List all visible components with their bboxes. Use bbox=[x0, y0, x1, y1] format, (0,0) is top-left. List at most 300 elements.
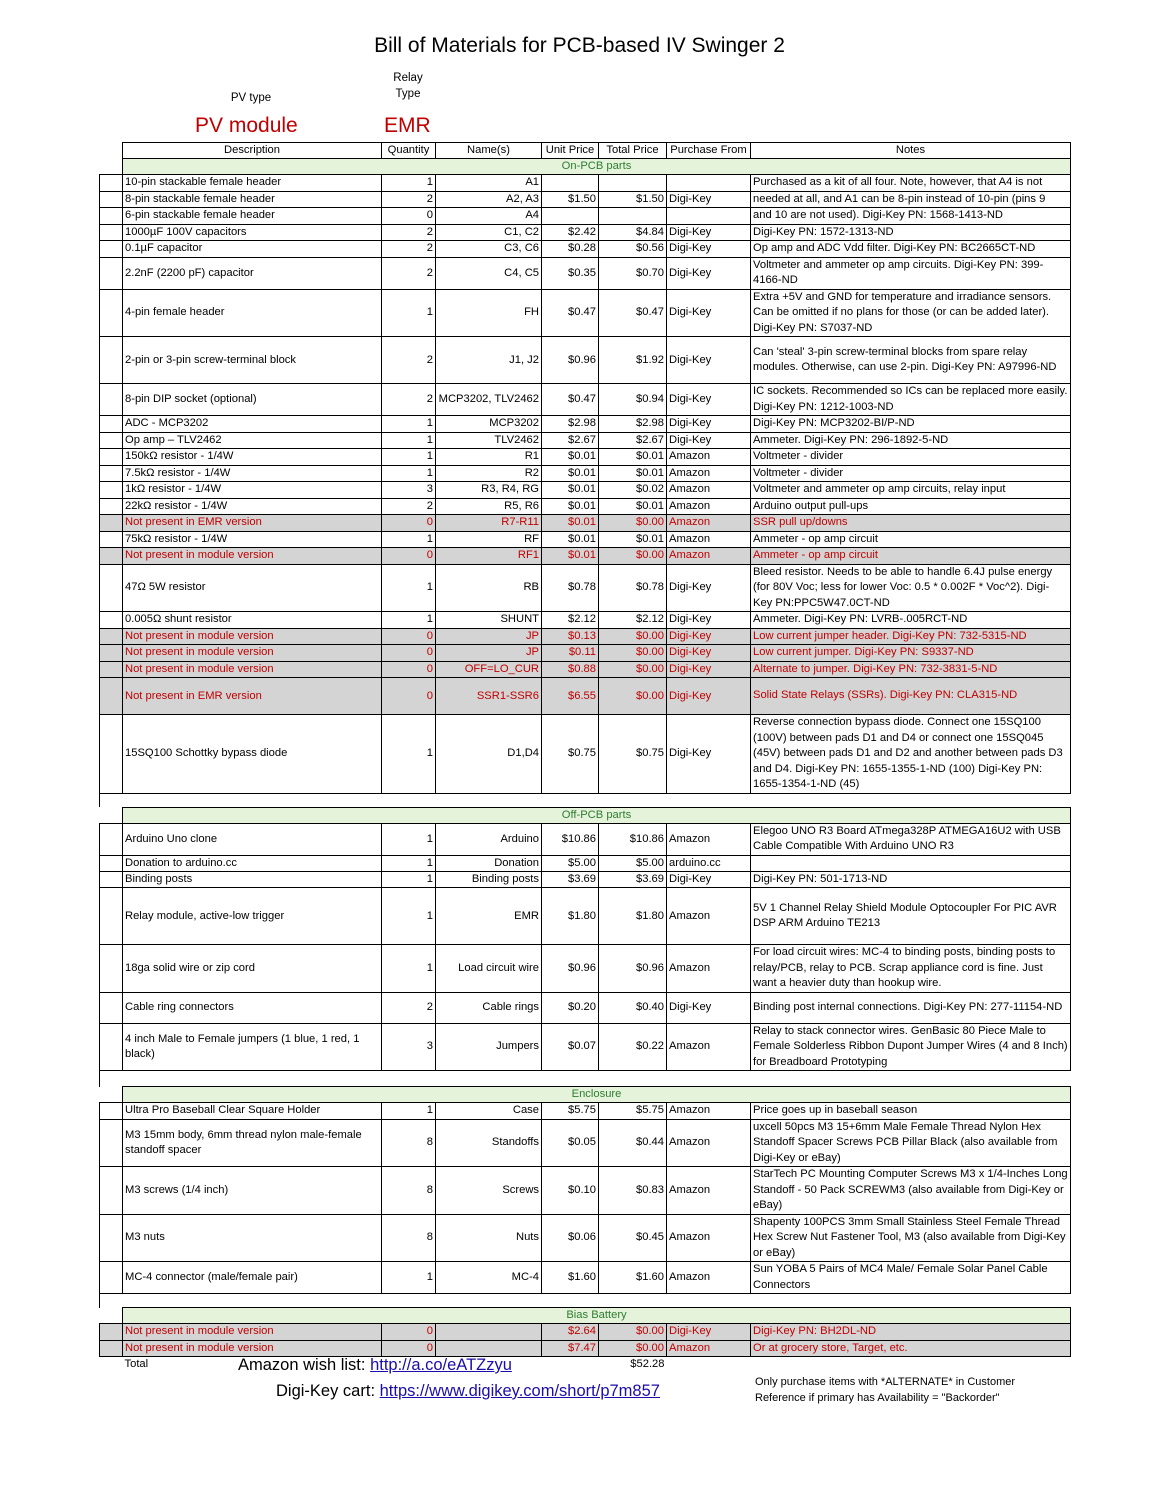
row-gutter bbox=[100, 564, 123, 612]
spacer-row bbox=[100, 793, 1071, 807]
spacer-cell bbox=[751, 1294, 1071, 1308]
cell-total-price: $0.00 bbox=[599, 1324, 667, 1341]
cell-description: Relay module, active-low trigger bbox=[123, 888, 382, 945]
bom-table bbox=[99, 142, 1071, 1373]
cell-quantity: 0 bbox=[382, 645, 436, 662]
table-row[interactable] bbox=[100, 337, 1071, 384]
empty-cell bbox=[751, 1357, 1071, 1373]
cell-description: 2-pin or 3-pin screw-terminal block bbox=[123, 337, 382, 384]
table-row[interactable] bbox=[100, 661, 1071, 678]
cell-purchase-from: Digi-Key bbox=[667, 715, 751, 794]
table-row[interactable] bbox=[100, 1103, 1071, 1120]
total-label: Total bbox=[124, 1358, 149, 1371]
cell-purchase-from: Amazon bbox=[667, 531, 751, 548]
cell-names: R7-R11 bbox=[436, 515, 542, 532]
spacer-cell bbox=[100, 1294, 123, 1308]
cell-description: Not present in module version bbox=[123, 645, 382, 662]
cell-unit-price: $0.47 bbox=[542, 384, 599, 416]
cell-description: 47Ω 5W resistor bbox=[123, 564, 382, 612]
cell-quantity: 2 bbox=[382, 257, 436, 289]
spacer-cell bbox=[542, 793, 599, 807]
table-row[interactable] bbox=[100, 531, 1071, 548]
table-row[interactable] bbox=[100, 678, 1071, 715]
digikey-link[interactable]: https://www.digikey.com/short/p7m857 bbox=[379, 1382, 660, 1400]
cell-purchase-from: Amazon bbox=[667, 1262, 751, 1294]
table-row[interactable] bbox=[100, 612, 1071, 629]
cell-names: MC-4 bbox=[436, 1262, 542, 1294]
section-title: Enclosure bbox=[123, 1087, 1071, 1103]
cell-notes: Digi-Key PN: MCP3202-BI/P-ND bbox=[751, 416, 1071, 433]
cell-description: Not present in module version bbox=[123, 548, 382, 565]
cell-quantity: 1 bbox=[382, 531, 436, 548]
cell-notes: Voltmeter - divider bbox=[751, 465, 1071, 482]
cell-names: RF bbox=[436, 531, 542, 548]
cell-purchase-from: Digi-Key bbox=[667, 661, 751, 678]
cell-total-price: $1.92 bbox=[599, 337, 667, 384]
cell-quantity: 1 bbox=[382, 289, 436, 337]
table-row[interactable] bbox=[100, 1214, 1071, 1262]
cell-description: 1kΩ resistor - 1/4W bbox=[123, 482, 382, 499]
cell-purchase-from: Digi-Key bbox=[667, 241, 751, 258]
cell-names: D1,D4 bbox=[436, 715, 542, 794]
table-row[interactable] bbox=[100, 416, 1071, 433]
table-row[interactable] bbox=[100, 548, 1071, 565]
section-row-bias bbox=[100, 1308, 1071, 1324]
cell-total-price: $0.45 bbox=[599, 1214, 667, 1262]
cell-quantity: 1 bbox=[382, 888, 436, 945]
row-gutter bbox=[100, 645, 123, 662]
cell-unit-price: $3.69 bbox=[542, 871, 599, 888]
cell-notes: Digi-Key PN: BH2DL-ND bbox=[751, 1324, 1071, 1341]
row-gutter bbox=[100, 208, 123, 225]
row-gutter bbox=[100, 159, 123, 175]
cell-quantity: 8 bbox=[382, 1119, 436, 1167]
cell-unit-price: $5.00 bbox=[542, 855, 599, 871]
cell-description: M3 15mm body, 6mm thread nylon male-female standoff spacer bbox=[123, 1119, 382, 1167]
cell-notes: SSR pull up/downs bbox=[751, 515, 1071, 532]
cell-unit-price: $2.67 bbox=[542, 432, 599, 449]
cell-names: JP bbox=[436, 645, 542, 662]
spacer-cell bbox=[382, 1071, 436, 1087]
relay-type-value[interactable]: EMR bbox=[384, 114, 431, 137]
col-names: Name(s) bbox=[436, 143, 542, 159]
cell-names: Nuts bbox=[436, 1214, 542, 1262]
cell-total-price: $3.69 bbox=[599, 871, 667, 888]
cell-total-price: $0.75 bbox=[599, 715, 667, 794]
cell-names: Screws bbox=[436, 1167, 542, 1215]
table-row[interactable] bbox=[100, 992, 1071, 1023]
cell-description: 18ga solid wire or zip cord bbox=[123, 945, 382, 993]
cell-quantity: 2 bbox=[382, 191, 436, 208]
row-gutter bbox=[100, 612, 123, 629]
total-value: $52.28 bbox=[630, 1358, 665, 1371]
cell-description: 6-pin stackable female header bbox=[123, 208, 382, 225]
spacer-cell bbox=[542, 1071, 599, 1087]
cell-description: 4-pin female header bbox=[123, 289, 382, 337]
section-row-on-pcb bbox=[100, 159, 1071, 175]
cell-quantity: 2 bbox=[382, 992, 436, 1023]
cell-quantity: 1 bbox=[382, 612, 436, 629]
section-title: On-PCB parts bbox=[123, 159, 1071, 175]
row-gutter bbox=[100, 1214, 123, 1262]
cell-total-price: $0.00 bbox=[599, 1340, 667, 1357]
cell-total-price: $0.01 bbox=[599, 449, 667, 466]
cell-description: 1000µF 100V capacitors bbox=[123, 224, 382, 241]
cell-total-price: $0.78 bbox=[599, 564, 667, 612]
spacer-cell bbox=[667, 1294, 751, 1308]
digikey-cart bbox=[276, 1382, 660, 1401]
table-row[interactable] bbox=[100, 628, 1071, 645]
spacer-cell bbox=[123, 1294, 382, 1308]
cell-purchase-from: Amazon bbox=[667, 1103, 751, 1120]
table-row[interactable] bbox=[100, 945, 1071, 993]
table-row[interactable] bbox=[100, 1262, 1071, 1294]
row-gutter bbox=[100, 945, 123, 993]
cell-names: TLV2462 bbox=[436, 432, 542, 449]
header-row bbox=[100, 143, 1071, 159]
cell-notes: Solid State Relays (SSRs). Digi-Key PN: CLA315-ND bbox=[751, 678, 1071, 715]
row-gutter bbox=[100, 628, 123, 645]
cell-unit-price: $0.01 bbox=[542, 465, 599, 482]
cell-notes bbox=[751, 855, 1071, 871]
cell-names: RF1 bbox=[436, 548, 542, 565]
row-gutter bbox=[100, 175, 123, 192]
table-row[interactable] bbox=[100, 498, 1071, 515]
cell-description: 0.005Ω shunt resistor bbox=[123, 612, 382, 629]
row-gutter bbox=[100, 1103, 123, 1120]
cell-purchase-from: Digi-Key bbox=[667, 224, 751, 241]
cell-description: Binding posts bbox=[123, 871, 382, 888]
cell-description: Ultra Pro Baseball Clear Square Holder bbox=[123, 1103, 382, 1120]
cell-notes: Digi-Key PN: 1572-1313-ND bbox=[751, 224, 1071, 241]
table-row[interactable] bbox=[100, 1340, 1071, 1357]
cell-notes: Bleed resistor. Needs to be able to handle 6.4J pulse energy (for 80V Voc; less for lower Voc: 0.5 * 0.002F * Voc^2). Digi-Key PN:PPC5W47.0CT-ND bbox=[751, 564, 1071, 612]
cell-unit-price: $0.47 bbox=[542, 289, 599, 337]
cell-description: Arduino Uno clone bbox=[123, 823, 382, 855]
cell-purchase-from: Digi-Key bbox=[667, 678, 751, 715]
cell-description: 8-pin stackable female header bbox=[123, 191, 382, 208]
cell-quantity: 2 bbox=[382, 224, 436, 241]
cell-quantity: 2 bbox=[382, 337, 436, 384]
amazon-link[interactable]: http://a.co/eATZzyu bbox=[370, 1356, 512, 1374]
cell-total-price bbox=[599, 175, 667, 192]
table-row[interactable] bbox=[100, 515, 1071, 532]
cell-names: C1, C2 bbox=[436, 224, 542, 241]
table-row[interactable] bbox=[100, 241, 1071, 258]
cell-quantity: 1 bbox=[382, 564, 436, 612]
col-purchase-from: Purchase From bbox=[667, 143, 751, 159]
cell-unit-price: $0.01 bbox=[542, 531, 599, 548]
cell-quantity: 1 bbox=[382, 855, 436, 871]
amazon-wish-list bbox=[238, 1356, 512, 1375]
table-row[interactable] bbox=[100, 449, 1071, 466]
cell-unit-price: $2.42 bbox=[542, 224, 599, 241]
cell-purchase-from bbox=[667, 208, 751, 225]
cell-names: Case bbox=[436, 1103, 542, 1120]
spacer-cell bbox=[436, 1294, 542, 1308]
cell-total-price: $10.86 bbox=[599, 823, 667, 855]
cell-description: 8-pin DIP socket (optional) bbox=[123, 384, 382, 416]
cell-total-price: $0.40 bbox=[599, 992, 667, 1023]
cell-names: R5, R6 bbox=[436, 498, 542, 515]
table-row[interactable] bbox=[100, 482, 1071, 499]
col-unit-price: Unit Price bbox=[542, 143, 599, 159]
row-gutter bbox=[100, 224, 123, 241]
cell-total-price: $0.00 bbox=[599, 548, 667, 565]
cell-names: R1 bbox=[436, 449, 542, 466]
spacer-cell bbox=[599, 1294, 667, 1308]
cell-names: Jumpers bbox=[436, 1023, 542, 1071]
cell-quantity: 1 bbox=[382, 1103, 436, 1120]
cell-quantity: 1 bbox=[382, 175, 436, 192]
cell-total-price: $0.02 bbox=[599, 482, 667, 499]
table-row[interactable] bbox=[100, 823, 1071, 855]
cell-unit-price: $0.11 bbox=[542, 645, 599, 662]
cell-names bbox=[436, 1324, 542, 1341]
row-gutter bbox=[100, 465, 123, 482]
row-gutter bbox=[100, 548, 123, 565]
spacer-cell bbox=[382, 793, 436, 807]
cell-quantity: 8 bbox=[382, 1167, 436, 1215]
table-row[interactable] bbox=[100, 224, 1071, 241]
pv-type-label: PV type bbox=[230, 92, 272, 104]
cell-unit-price: $0.01 bbox=[542, 498, 599, 515]
cell-total-price: $4.84 bbox=[599, 224, 667, 241]
cell-quantity: 8 bbox=[382, 1214, 436, 1262]
relay-type-label-1: Relay bbox=[393, 72, 423, 84]
cell-notes: Shapenty 100PCS 3mm Small Stainless Steel Female Thread Hex Screw Nut Fastener Tool, M3 (also available from Digi-Key or eBay) bbox=[751, 1214, 1071, 1262]
row-gutter bbox=[100, 715, 123, 794]
spacer-cell bbox=[667, 793, 751, 807]
cell-description: Not present in module version bbox=[123, 1324, 382, 1341]
cell-notes: For load circuit wires: MC-4 to binding posts, binding posts to relay/PCB, relay to PCB. Scrap appliance cord is fine. Just want a heavier duty than hookup wire. bbox=[751, 945, 1071, 993]
cell-purchase-from: Digi-Key bbox=[667, 191, 751, 208]
table-row[interactable] bbox=[100, 432, 1071, 449]
cell-notes: Price goes up in baseball season bbox=[751, 1103, 1071, 1120]
cell-unit-price: $0.96 bbox=[542, 337, 599, 384]
table-row[interactable] bbox=[100, 645, 1071, 662]
table-row[interactable] bbox=[100, 208, 1071, 225]
table-row[interactable] bbox=[100, 175, 1071, 192]
page-title: Bill of Materials for PCB-based IV Swinger 2 bbox=[374, 34, 785, 57]
empty-cell bbox=[667, 1357, 751, 1373]
table-row[interactable] bbox=[100, 1324, 1071, 1341]
cell-names: OFF=LO_CUR bbox=[436, 661, 542, 678]
cell-unit-price: $5.75 bbox=[542, 1103, 599, 1120]
cell-names: Cable rings bbox=[436, 992, 542, 1023]
cell-notes: Extra +5V and GND for temperature and irradiance sensors. Can be omitted if no plans for those (or can be added later). Digi-Key PN: S7037-ND bbox=[751, 289, 1071, 337]
cell-names: SSR1-SSR6 bbox=[436, 678, 542, 715]
col-description: Description bbox=[123, 143, 382, 159]
cell-names: R2 bbox=[436, 465, 542, 482]
row-gutter bbox=[100, 416, 123, 433]
cell-names: Standoffs bbox=[436, 1119, 542, 1167]
row-gutter bbox=[100, 1308, 123, 1324]
cell-total-price: $0.01 bbox=[599, 465, 667, 482]
cell-names: A1 bbox=[436, 175, 542, 192]
cell-unit-price bbox=[542, 208, 599, 225]
spacer-row bbox=[100, 1294, 1071, 1308]
table-row[interactable] bbox=[100, 1119, 1071, 1167]
cell-quantity: 0 bbox=[382, 678, 436, 715]
row-gutter bbox=[100, 823, 123, 855]
section-row-off-pcb bbox=[100, 807, 1071, 823]
cell-unit-price: $0.13 bbox=[542, 628, 599, 645]
table-row[interactable] bbox=[100, 715, 1071, 794]
row-gutter bbox=[100, 191, 123, 208]
cell-total-price: $0.22 bbox=[599, 1023, 667, 1071]
cell-quantity: 2 bbox=[382, 498, 436, 515]
cell-notes: Sun YOBA 5 Pairs of MC4 Male/ Female Solar Panel Cable Connectors bbox=[751, 1262, 1071, 1294]
cell-notes: Voltmeter and ammeter op amp circuits, relay input bbox=[751, 482, 1071, 499]
cell-unit-price: $6.55 bbox=[542, 678, 599, 715]
cell-unit-price: $2.98 bbox=[542, 416, 599, 433]
cell-quantity: 0 bbox=[382, 548, 436, 565]
row-gutter bbox=[100, 871, 123, 888]
pv-type-value[interactable]: PV module bbox=[195, 114, 298, 137]
cell-quantity: 1 bbox=[382, 449, 436, 466]
cell-purchase-from: Amazon bbox=[667, 1340, 751, 1357]
cell-quantity: 0 bbox=[382, 515, 436, 532]
spacer-cell bbox=[436, 1071, 542, 1087]
cell-names: R3, R4, RG bbox=[436, 482, 542, 499]
cell-purchase-from: Amazon bbox=[667, 1214, 751, 1262]
table-row[interactable] bbox=[100, 888, 1071, 945]
table-row[interactable] bbox=[100, 191, 1071, 208]
cell-unit-price: $10.86 bbox=[542, 823, 599, 855]
cell-purchase-from: Digi-Key bbox=[667, 289, 751, 337]
cell-unit-price: $0.78 bbox=[542, 564, 599, 612]
table-row[interactable] bbox=[100, 1023, 1071, 1071]
digikey-label: Digi-Key cart: bbox=[276, 1382, 376, 1400]
row-gutter bbox=[100, 661, 123, 678]
table-row[interactable] bbox=[100, 1167, 1071, 1215]
cell-notes: Low current jumper. Digi-Key PN: S9337-ND bbox=[751, 645, 1071, 662]
table-row[interactable] bbox=[100, 871, 1071, 888]
cell-unit-price: $1.60 bbox=[542, 1262, 599, 1294]
spacer-cell bbox=[751, 1071, 1071, 1087]
table-row[interactable] bbox=[100, 855, 1071, 871]
cell-quantity: 1 bbox=[382, 715, 436, 794]
cell-unit-price: $0.10 bbox=[542, 1167, 599, 1215]
cell-description: Donation to arduino.cc bbox=[123, 855, 382, 871]
cell-unit-price: $0.01 bbox=[542, 548, 599, 565]
row-gutter bbox=[100, 531, 123, 548]
cell-total-price: $0.00 bbox=[599, 678, 667, 715]
cell-purchase-from: Digi-Key bbox=[667, 645, 751, 662]
cell-total-price: $0.83 bbox=[599, 1167, 667, 1215]
cell-total-price: $0.00 bbox=[599, 515, 667, 532]
table-row[interactable] bbox=[100, 465, 1071, 482]
relay-type-label-2: Type bbox=[395, 88, 421, 100]
cell-purchase-from: Digi-Key bbox=[667, 337, 751, 384]
cell-total-price: $0.00 bbox=[599, 645, 667, 662]
cell-purchase-from: Amazon bbox=[667, 1119, 751, 1167]
cell-notes: Ammeter. Digi-Key PN: LVRB-.005RCT-ND bbox=[751, 612, 1071, 629]
row-gutter bbox=[100, 1023, 123, 1071]
cell-unit-price: $1.50 bbox=[542, 191, 599, 208]
cell-unit-price: $0.96 bbox=[542, 945, 599, 993]
cell-purchase-from: Digi-Key bbox=[667, 384, 751, 416]
row-gutter bbox=[100, 1357, 123, 1373]
cell-total-price: $2.98 bbox=[599, 416, 667, 433]
cell-quantity: 1 bbox=[382, 823, 436, 855]
cell-unit-price: $2.64 bbox=[542, 1324, 599, 1341]
cell-description: 2.2nF (2200 pF) capacitor bbox=[123, 257, 382, 289]
cell-names: C4, C5 bbox=[436, 257, 542, 289]
row-gutter bbox=[100, 449, 123, 466]
cell-quantity: 1 bbox=[382, 871, 436, 888]
row-gutter bbox=[100, 992, 123, 1023]
cell-total-price: $5.75 bbox=[599, 1103, 667, 1120]
row-gutter bbox=[100, 855, 123, 871]
cell-notes: Voltmeter - divider bbox=[751, 449, 1071, 466]
cell-quantity: 2 bbox=[382, 241, 436, 258]
cell-names: C3, C6 bbox=[436, 241, 542, 258]
cell-notes: StarTech PC Mounting Computer Screws M3 x 1/4-Inches Long Standoff - 50 Pack SCREWM3 (also available from Digi-Key or eBay) bbox=[751, 1167, 1071, 1215]
cell-purchase-from: Digi-Key bbox=[667, 416, 751, 433]
table-row[interactable] bbox=[100, 289, 1071, 337]
cell-notes: Can 'steal' 3-pin screw-terminal blocks from spare relay modules. Otherwise, can use 2-pin. Digi-Key PN: A97996-ND bbox=[751, 337, 1071, 384]
cell-purchase-from: Amazon bbox=[667, 482, 751, 499]
row-gutter bbox=[100, 807, 123, 823]
cell-notes: Ammeter - op amp circuit bbox=[751, 548, 1071, 565]
col-total-price: Total Price bbox=[599, 143, 667, 159]
cell-unit-price: $0.01 bbox=[542, 449, 599, 466]
cell-total-price: $0.44 bbox=[599, 1119, 667, 1167]
cell-names: A2, A3 bbox=[436, 191, 542, 208]
cell-notes: Low current jumper header. Digi-Key PN: 732-5315-ND bbox=[751, 628, 1071, 645]
cell-description: 4 inch Male to Female jumpers (1 blue, 1 red, 1 black) bbox=[123, 1023, 382, 1071]
cell-total-price: $0.96 bbox=[599, 945, 667, 993]
cell-unit-price: $2.12 bbox=[542, 612, 599, 629]
section-title: Bias Battery bbox=[123, 1308, 1071, 1324]
cell-notes: Arduino output pull-ups bbox=[751, 498, 1071, 515]
table-row[interactable] bbox=[100, 257, 1071, 289]
cell-notes: Reverse connection bypass diode. Connect one 15SQ100 (100V) between pads D1 and D4 or connect one 15SQ045 (45V) between pads D1 and D2 and another between pads D3 and D4. Digi-Key PN: 1655-1355-1-ND (100) Digi-Key PN: 1655-1354-1-ND (45) bbox=[751, 715, 1071, 794]
cell-total-price: $1.60 bbox=[599, 1262, 667, 1294]
cell-unit-price: $0.88 bbox=[542, 661, 599, 678]
cell-unit-price: $0.06 bbox=[542, 1214, 599, 1262]
cell-total-price: $1.80 bbox=[599, 888, 667, 945]
cell-quantity: 0 bbox=[382, 628, 436, 645]
cell-notes: Relay to stack connector wires. GenBasic 80 Piece Male to Female Solderless Ribbon Dupont Jumper Wires (4 and 8 Inch) for Breadboard Prototyping bbox=[751, 1023, 1071, 1071]
spacer-cell bbox=[667, 1071, 751, 1087]
cell-description: Not present in module version bbox=[123, 661, 382, 678]
cell-quantity: 1 bbox=[382, 432, 436, 449]
spacer-cell bbox=[100, 793, 123, 807]
table-row[interactable] bbox=[100, 384, 1071, 416]
cell-quantity: 2 bbox=[382, 384, 436, 416]
row-gutter bbox=[100, 888, 123, 945]
cell-total-price: $0.56 bbox=[599, 241, 667, 258]
cell-purchase-from: Amazon bbox=[667, 1167, 751, 1215]
cell-unit-price: $0.20 bbox=[542, 992, 599, 1023]
cell-notes: 5V 1 Channel Relay Shield Module Optocoupler For PIC AVR DSP ARM Arduino TE213 bbox=[751, 888, 1071, 945]
footer-note: Only purchase items with *ALTERNATE* in Customer Reference if primary has Availability = "Backorder" bbox=[755, 1376, 1016, 1404]
cell-total-price: $2.67 bbox=[599, 432, 667, 449]
cell-unit-price: $0.01 bbox=[542, 515, 599, 532]
row-gutter bbox=[100, 384, 123, 416]
cell-purchase-from: Amazon bbox=[667, 548, 751, 565]
cell-total-price: $5.00 bbox=[599, 855, 667, 871]
cell-notes: and 10 are not used). Digi-Key PN: 1568-1413-ND bbox=[751, 208, 1071, 225]
spacer-cell bbox=[599, 793, 667, 807]
row-gutter bbox=[100, 1087, 123, 1103]
cell-names: J1, J2 bbox=[436, 337, 542, 384]
table-row[interactable] bbox=[100, 564, 1071, 612]
empty-cell bbox=[542, 1357, 599, 1373]
